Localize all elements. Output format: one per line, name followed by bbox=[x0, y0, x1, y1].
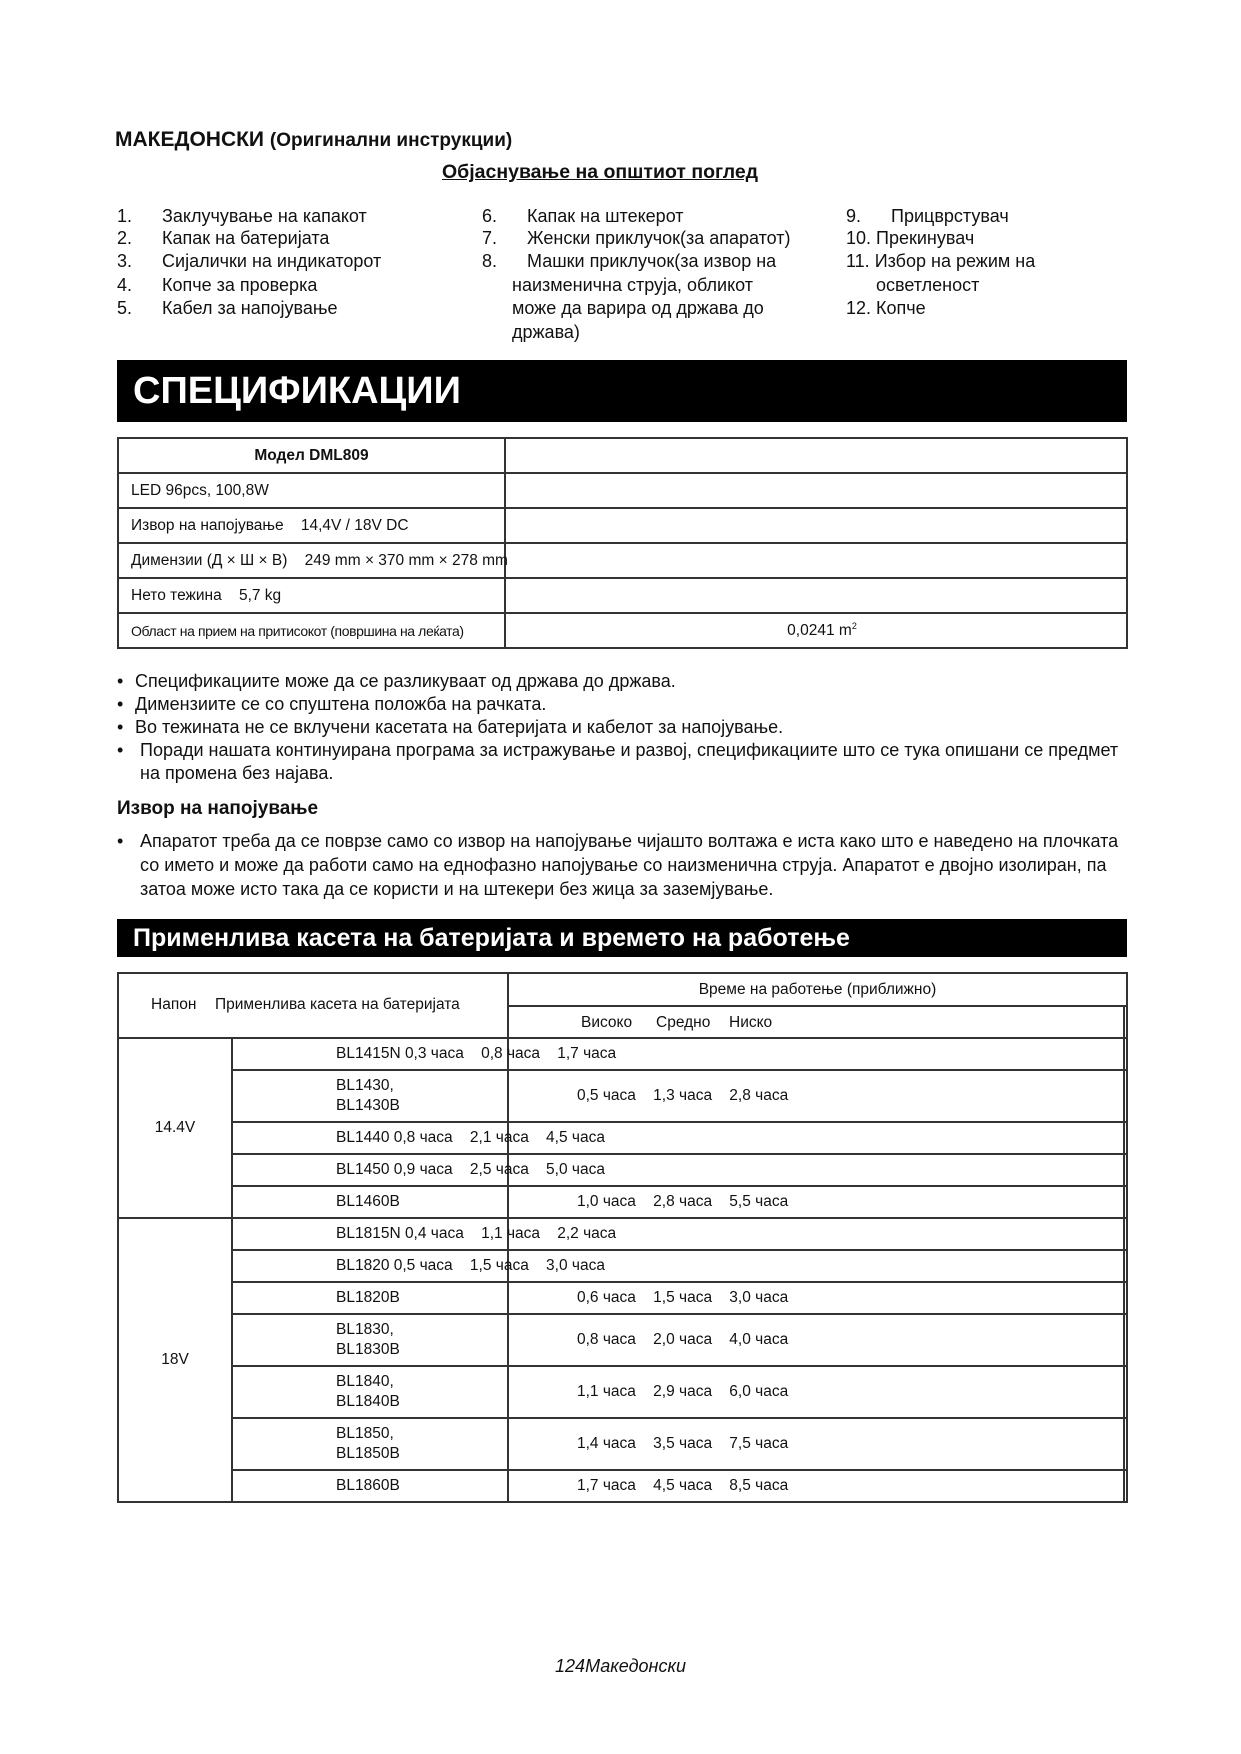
voltage-cell: 18V bbox=[118, 1218, 232, 1502]
empty-cell bbox=[1124, 1314, 1127, 1366]
time-cell bbox=[508, 1070, 1124, 1122]
table-row bbox=[118, 1186, 1127, 1218]
battery-model: BL1830, BL1830B bbox=[336, 1321, 400, 1358]
power-heading: Извор на напојување bbox=[117, 798, 319, 819]
voltage-cell: 14.4V bbox=[118, 1038, 232, 1218]
table-row bbox=[118, 1070, 1127, 1122]
battery-model: BL1450 0,9 часа 2,5 часа 5,0 часа bbox=[336, 1161, 605, 1178]
col-high: Високо bbox=[581, 1014, 633, 1031]
empty-cell bbox=[1124, 1250, 1127, 1282]
empty-cell bbox=[505, 578, 1127, 613]
run-times: 1,1 часа 2,9 часа 6,0 часа bbox=[577, 1383, 789, 1400]
battery-banner: Применлива касета на батеријата и времето на работење bbox=[117, 919, 1127, 957]
table-row bbox=[118, 1418, 1127, 1470]
list-item: • Димензиите се со спуштена положба на рачката. bbox=[117, 694, 547, 714]
list-item-cont: наизменична струја, обликот bbox=[512, 275, 754, 295]
empty-cell bbox=[1124, 1366, 1127, 1418]
area-unit-sup: 2 bbox=[851, 620, 857, 631]
time-cell bbox=[508, 1282, 1124, 1314]
run-times: 1,4 часа 3,5 часа 7,5 часа bbox=[577, 1435, 789, 1452]
table-row bbox=[118, 508, 1127, 543]
col-low: Ниско bbox=[729, 1014, 773, 1031]
table-row bbox=[118, 1038, 1127, 1070]
empty-cell bbox=[505, 543, 1127, 578]
time-cell bbox=[508, 1366, 1124, 1418]
battery-cell bbox=[232, 1314, 508, 1366]
spec-area-value bbox=[505, 613, 1127, 648]
empty-cell bbox=[1124, 1470, 1127, 1502]
time-cell bbox=[508, 1122, 1124, 1154]
time-cell bbox=[508, 1218, 1124, 1250]
battery-cell bbox=[232, 1122, 605, 1154]
language-name: МАКЕДОНСКИ bbox=[115, 128, 265, 151]
language-note: (Оригинални инструкции) bbox=[269, 130, 513, 151]
list-item-cont: осветленост bbox=[876, 275, 980, 295]
list-item: 4. Копче за проверка bbox=[117, 275, 318, 295]
table-row bbox=[118, 1470, 1127, 1502]
list-item: 7. Женски приклучок(за апаратот) bbox=[482, 228, 791, 248]
empty-cell bbox=[1124, 1186, 1127, 1218]
table-row bbox=[118, 973, 1127, 1006]
table-row bbox=[118, 543, 1127, 578]
empty-cell bbox=[1124, 1154, 1127, 1186]
battery-model: BL1430, BL1430B bbox=[336, 1077, 400, 1114]
list-item: • Поради нашата континуирана програма за истражување и развој, спецификациите што се тука опишани се предмет на промена без најава. bbox=[117, 740, 1119, 783]
power-text: • Апаратот треба да се поврзе само со извор на напојување чијашто волтажа е иста како што е наведено на плочката со името и може да работи само на еднофазно напојување со наизменична струја. Апаратот е двојно изолиран, па затоа може исто така да се користи и на штекери без жица за заземјување. bbox=[117, 831, 1119, 899]
col-mid: Средно bbox=[656, 1014, 711, 1031]
empty-cell bbox=[505, 508, 1127, 543]
specs-banner: СПЕЦИФИКАЦИИ bbox=[117, 360, 1127, 422]
battery-cell bbox=[232, 1186, 508, 1218]
header-cell bbox=[508, 1006, 1124, 1038]
col-voltage: Напон bbox=[151, 996, 197, 1013]
time-cell bbox=[508, 1154, 1124, 1186]
empty-cell bbox=[505, 473, 1127, 508]
list-item: • Во тежината не се вклучени касетата на батеријата и кабелот за напојување. bbox=[117, 717, 784, 737]
list-item: 3. Сијалички на индикаторот bbox=[117, 251, 382, 271]
list-item: 11. Избор на режим на bbox=[846, 251, 1036, 271]
table-row bbox=[118, 1314, 1127, 1366]
battery-model: BL1850, BL1850B bbox=[336, 1425, 400, 1462]
battery-model: BL1820B bbox=[336, 1289, 400, 1306]
empty-cell bbox=[1124, 1070, 1127, 1122]
time-cell bbox=[508, 1314, 1124, 1366]
header-cell bbox=[118, 973, 508, 1038]
list-item: 2. Капак на батеријата bbox=[117, 228, 330, 248]
empty-cell bbox=[1124, 1122, 1127, 1154]
battery-model: BL1815N 0,4 часа 1,1 часа 2,2 часа bbox=[336, 1225, 617, 1242]
spec-weight: Нето тежина 5,7 kg bbox=[118, 578, 505, 613]
col-battery: Применлива касета на батеријата bbox=[215, 996, 460, 1013]
battery-cell bbox=[232, 1070, 508, 1122]
overview-title: Објаснување на општиот поглед bbox=[442, 161, 759, 183]
battery-cell bbox=[232, 1250, 605, 1282]
list-item: 5. Кабел за напојување bbox=[117, 298, 338, 318]
run-times: 1,0 часа 2,8 часа 5,5 часа bbox=[577, 1193, 789, 1210]
list-item-cont: може да варира од држава до bbox=[512, 298, 764, 318]
list-item: 1. Заклучување на капакот bbox=[117, 206, 367, 226]
spec-area-label: Област на прием на притисокот (површина на леќата) bbox=[118, 613, 505, 648]
spec-led: LED 96pcs, 100,8W bbox=[118, 473, 505, 508]
battery-cell bbox=[232, 1038, 617, 1070]
time-cell bbox=[508, 1250, 1124, 1282]
empty-cell bbox=[1124, 1418, 1127, 1470]
run-times: 1,7 часа 4,5 часа 8,5 часа bbox=[577, 1477, 789, 1494]
battery-model: BL1440 0,8 часа 2,1 часа 4,5 часа bbox=[336, 1129, 605, 1146]
run-times: 0,5 часа 1,3 часа 2,8 часа bbox=[577, 1087, 789, 1104]
table-row bbox=[118, 473, 1127, 508]
area-value: 0,0241 m bbox=[787, 622, 852, 640]
list-item: • Спецификациите може да се разликуваат од држава до држава. bbox=[117, 671, 676, 691]
table-row bbox=[118, 1122, 1127, 1154]
spec-notes bbox=[117, 670, 1127, 785]
table-row bbox=[118, 578, 1127, 613]
table-row bbox=[118, 1250, 1127, 1282]
battery-table bbox=[117, 972, 1128, 1503]
list-item: 9. Прицврстувач bbox=[846, 206, 1009, 226]
list-item: 10. Прекинувач bbox=[846, 228, 975, 248]
time-cell bbox=[508, 1038, 1124, 1070]
empty-cell bbox=[1124, 1006, 1127, 1038]
battery-cell bbox=[232, 1282, 508, 1314]
time-cell bbox=[508, 1186, 1124, 1218]
empty-cell bbox=[1124, 1038, 1127, 1070]
battery-cell bbox=[232, 1418, 508, 1470]
run-times: 0,8 часа 2,0 часа 4,0 часа bbox=[577, 1331, 789, 1348]
empty-cell bbox=[505, 438, 1127, 473]
language-title bbox=[115, 128, 512, 152]
table-row bbox=[118, 1154, 1127, 1186]
table-row bbox=[118, 1282, 1127, 1314]
spec-dimensions bbox=[118, 543, 508, 578]
time-cell bbox=[508, 1418, 1124, 1470]
model-cell: Модел DML809 bbox=[118, 438, 505, 473]
list-item: 6. Капак на штекерот bbox=[482, 206, 684, 226]
specs-table bbox=[117, 437, 1128, 649]
col-time: Време на работење (приближно) bbox=[508, 973, 1127, 1006]
battery-model: BL1460B bbox=[336, 1193, 400, 1210]
table-row bbox=[118, 438, 1127, 473]
battery-cell bbox=[232, 1366, 508, 1418]
battery-cell bbox=[232, 1218, 617, 1250]
battery-model: BL1840, BL1840B bbox=[336, 1373, 400, 1410]
spec-power: Извор на напојување 14,4V / 18V DC bbox=[118, 508, 505, 543]
empty-cell bbox=[1124, 1218, 1127, 1250]
empty-cell bbox=[1124, 1282, 1127, 1314]
table-row bbox=[118, 613, 1127, 648]
spec-dimensions-text: Димензии (Д × Ш × В) 249 mm × 370 mm × 278 mm bbox=[131, 552, 508, 569]
table-row bbox=[118, 1218, 1127, 1250]
list-item: 8. Машки приклучок(за извор на bbox=[482, 251, 777, 271]
table-row bbox=[118, 1366, 1127, 1418]
page-footer: 124Македонски bbox=[555, 1656, 686, 1676]
battery-cell bbox=[232, 1470, 508, 1502]
battery-model: BL1860B bbox=[336, 1477, 400, 1494]
time-cell bbox=[508, 1470, 1124, 1502]
list-item-cont: држава) bbox=[512, 322, 580, 342]
run-times: 0,6 часа 1,5 часа 3,0 часа bbox=[577, 1289, 789, 1306]
list-item: 12. Копче bbox=[846, 298, 926, 318]
battery-model: BL1415N 0,3 часа 0,8 часа 1,7 часа bbox=[336, 1045, 617, 1062]
battery-model: BL1820 0,5 часа 1,5 часа 3,0 часа bbox=[336, 1257, 605, 1274]
battery-cell bbox=[232, 1154, 605, 1186]
